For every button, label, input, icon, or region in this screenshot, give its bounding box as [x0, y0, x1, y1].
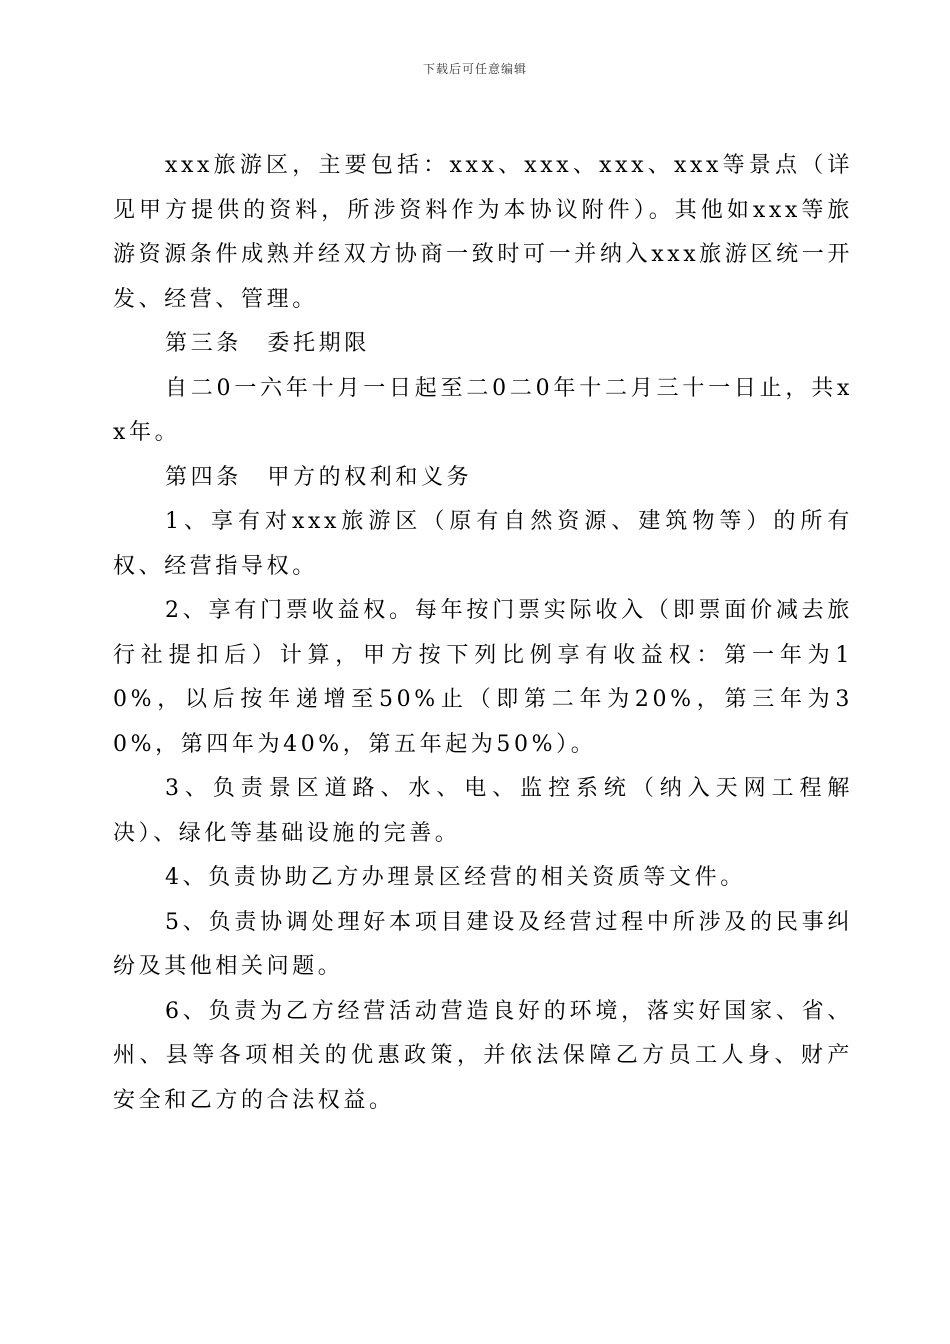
- paragraph-term: 自二0一六年十月一日起至二0二0年十二月三十一日止，共xx年。: [113, 375, 853, 445]
- list-item-6: 6、负责为乙方经营活动营造良好的环境，落实好国家、省、州、县等各项相关的优惠政策，并依法保障乙方员工人身、财产安全和乙方的合法权益。: [113, 998, 853, 1113]
- list-item-4: 4、负责协助乙方办理景区经营的相关资质等文件。: [165, 865, 746, 890]
- list-item-2: 2、享有门票收益权。每年按门票实际收入（即票面价减去旅行社提扣后）计算，甲方按下列比例享有收益权：第一年为10%，以后按年递增至50%止（即第二年为20%，第三年为30%，第四年为40%，第五年起为50%）。: [113, 598, 853, 757]
- paragraph-scope: xxx旅游区，主要包括：xxx、xxx、xxx、xxx等景点（详见甲方提供的资料，所涉资料作为本协议附件）。其他如xxx等旅游资源条件成熟并经双方协商一致时可一并纳入xxx旅游区统一开发、经营、管理。: [113, 153, 853, 312]
- list-item-3: 3、负责景区道路、水、电、监控系统（纳入天网工程解决）、绿化等基础设施的完善。: [113, 776, 853, 846]
- article-3-heading: 第三条 委托期限: [165, 331, 370, 356]
- document-body: [113, 144, 853, 1123]
- list-item-5: 5、负责协调处理好本项目建设及经营过程中所涉及的民事纠纷及其他相关问题。: [113, 909, 853, 979]
- article-4-heading: 第四条 甲方的权利和义务: [165, 464, 473, 490]
- header-note: 下载后可任意编辑: [422, 62, 527, 76]
- list-item-1: 1、享有对xxx旅游区（原有自然资源、建筑物等）的所有权、经营指导权。: [113, 509, 853, 579]
